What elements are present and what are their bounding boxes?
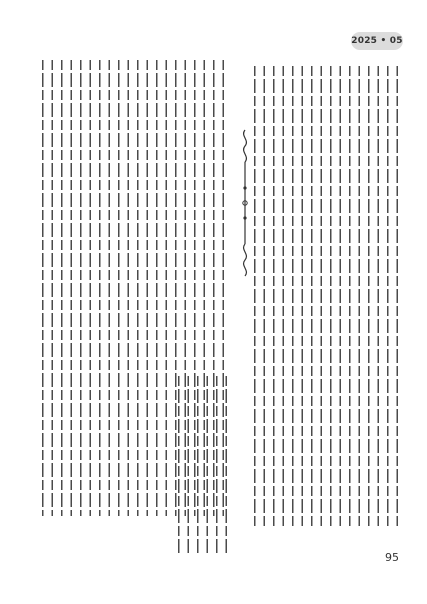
page-number: 95 (385, 551, 399, 564)
text-block-lower (178, 376, 230, 556)
vertical-flourish-ornament-icon (238, 128, 252, 278)
text-block-right (254, 66, 406, 528)
issue-badge: 2025 • 05 (351, 32, 403, 50)
